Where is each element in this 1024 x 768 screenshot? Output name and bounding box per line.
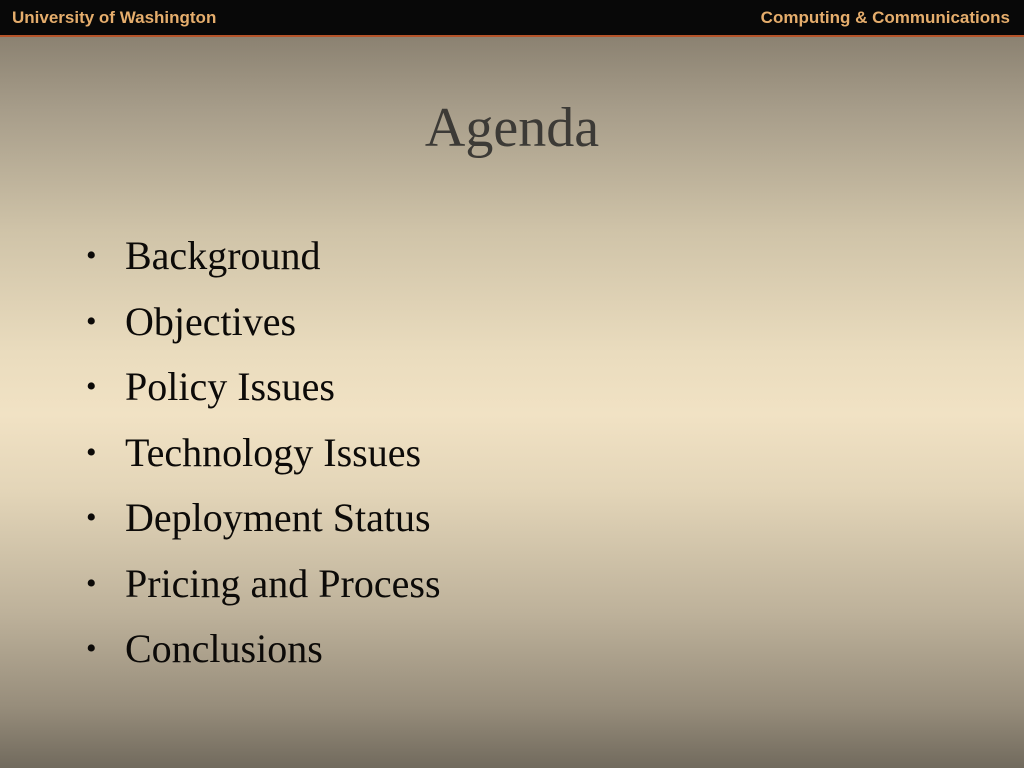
agenda-item-label: Policy Issues: [125, 364, 335, 409]
agenda-item-deployment-status: [86, 494, 441, 560]
agenda-item-label: Deployment Status: [125, 495, 431, 540]
agenda-item-pricing-and-process: [86, 560, 441, 626]
agenda-list: [86, 232, 441, 691]
slide-title: Agenda: [424, 97, 600, 159]
agenda-item-label: Pricing and Process: [125, 560, 441, 606]
agenda-item-label: Background: [125, 233, 321, 278]
agenda-item-objectives: [86, 298, 441, 364]
bullet-icon: •: [86, 566, 97, 600]
bullet-icon: •: [86, 501, 97, 534]
agenda-item-label: Conclusions: [125, 626, 323, 671]
bullet-icon: •: [86, 304, 97, 338]
agenda-item-background: [86, 232, 441, 298]
agenda-item-label: Technology Issues: [125, 429, 422, 475]
bullet-icon: •: [86, 370, 97, 403]
bullet-icon: •: [86, 632, 97, 665]
header-org-name: University of Washington: [12, 8, 217, 27]
bullet-icon: •: [86, 239, 97, 272]
agenda-item-conclusions: [86, 625, 441, 691]
agenda-item-technology-issues: [86, 429, 441, 495]
header-department-name: Computing & Communications: [760, 8, 1010, 27]
agenda-item-policy-issues: [86, 363, 441, 429]
slide-header-bar: [0, 0, 1024, 37]
bullet-icon: •: [86, 435, 97, 469]
agenda-item-label: Objectives: [125, 298, 297, 344]
